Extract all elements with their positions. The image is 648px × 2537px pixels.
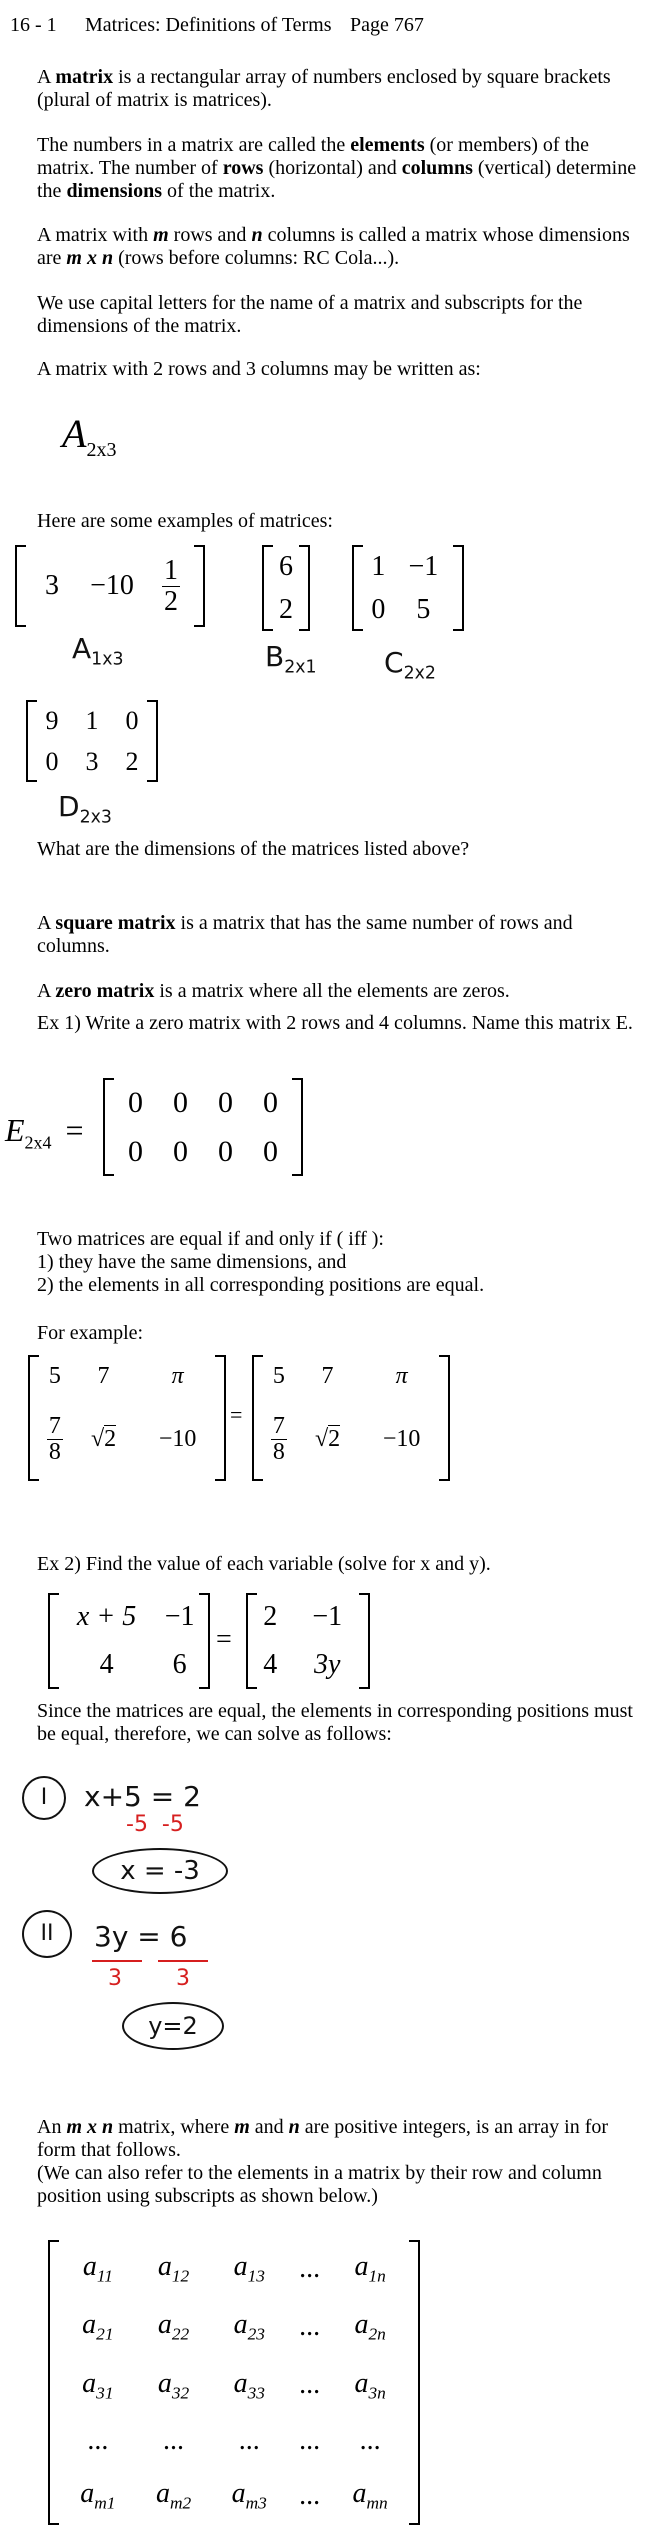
ellipsis: ... [87,2424,109,2456]
step-one-circle: I [22,1776,66,1820]
definition-matrix: A matrix is a rectangular array of numbers enclosed by square brackets (plural of matrix is matrices). [37,66,611,111]
label-d-2x3: $D_{2x3}$ [58,790,112,828]
step-one-subtract: -5 -5 [126,1812,184,1837]
matrix-2x3-intro: A matrix with 2 rows and 3 columns may be written as: [37,358,481,380]
element-a11: $a_{11}$ [82,2251,113,2286]
ellipsis: ... [163,2424,185,2456]
ex2-right-matrix [246,1593,370,1689]
element-a31: $a_{31}$ [82,2367,114,2403]
example-1-prompt: Ex 1) Write a zero matrix with 2 rows and 4 columns. Name this matrix E. [37,1012,633,1034]
matrix-b-cell: 2 [279,593,293,625]
definition-zero-matrix: A zero matrix is a matrix where all the elements are zeros. [37,980,510,1002]
zero-cell: 0 [173,1085,188,1119]
example-2-prompt: Ex 2) Find the value of each variable (solve for x and y). [37,1553,491,1575]
matrix-a-cell: 3 [45,570,59,601]
ex2-explanation: Since the matrices are equal, the elements in corresponding positions must be equal, therefore, we can solve as follows: [37,1700,633,1745]
matrix-cell: 4 [99,1649,114,1680]
page-title: Matrices: Definitions of Terms [85,14,332,36]
label-c-2x2: $C_{2x2}$ [384,646,436,684]
general-mxn-definition: An m x n matrix, where m and n are positive integers, is an array in for form that follows. [37,2116,609,2161]
element-a22: $a_{22}$ [157,2309,190,2345]
matrix-d-cell: 1 [85,705,99,735]
matrix-d-cell: 2 [125,746,139,776]
general-mxn-matrix [48,2240,420,2525]
matrix-cell: 4 [263,1649,278,1680]
zero-cell: 0 [128,1085,143,1119]
examples-heading: Here are some examples of matrices: [37,510,333,532]
matrix-c-cell: 5 [416,593,431,625]
zero-cell: 0 [263,1134,278,1168]
a-2x3-label: $A_{2x3}$ [62,411,117,461]
ellipsis: ... [299,2369,321,2401]
element-a13: $a_{13}$ [233,2251,265,2286]
matrix-cell: −1 [312,1601,343,1632]
element-am3: $a_{m3}$ [231,2478,267,2513]
element-a3n: $a_{3n}$ [354,2367,386,2403]
matrix-d-cell: 3 [85,746,99,776]
definition-square-matrix: A square matrix is a matrix that has the same number of rows and columns. [37,912,573,957]
equals-sign: = [230,1402,243,1427]
step-two-circle: II [22,1910,72,1958]
subscript-explanation: (We can also refer to the elements in a matrix by their row and column position using subscripts as shown below.) [37,2162,602,2207]
label-b-2x1: $B_{2x1}$ [265,640,317,678]
matrix-cell-fraction: $\frac{7}{8}$ [48,1413,61,1466]
step-two-divide-line-a [92,1960,142,1962]
zero-matrix-e [103,1078,303,1176]
matrix-cell: 7 [321,1363,334,1390]
example-matrix-c [352,545,464,631]
matrix-b-cell: 6 [279,550,293,582]
matrix-cell-fraction: $\frac{7}{8}$ [272,1413,285,1466]
zero-cell: 0 [128,1134,143,1168]
matrix-cell: −10 [158,1426,197,1453]
ellipsis: ... [299,2424,321,2456]
element-a2n: $a_{2n}$ [354,2309,386,2345]
ellipsis: ... [238,2424,260,2456]
step-two-divide-line-b [158,1960,208,1962]
element-a23: $a_{23}$ [233,2309,265,2345]
definition-elements: The numbers in a matrix are called the elements (or members) of the matrix. The number of rows (horizontal) and columns (vertical) determine the dimensions of the matrix. [37,134,637,202]
matrix-cell: 7 [97,1363,110,1390]
matrix-a-fraction: $\frac{1}{2}$ [164,555,178,617]
matrix-cell: 6 [172,1649,187,1680]
matrix-cell: −10 [382,1426,421,1453]
equality-condition-1: 1) they have the same dimensions, and [37,1251,347,1273]
matrix-d-cell: 9 [45,705,59,735]
matrix-cell: 5 [272,1363,285,1390]
step-two-answer: y=2 [122,2002,224,2050]
element-a32: $a_{32}$ [157,2367,190,2403]
ex2-equals-sign: = [216,1624,232,1655]
example-matrix-a [15,545,205,627]
page-number: Page 767 [350,14,424,36]
zero-cell: 0 [218,1085,233,1119]
element-a1n: $a_{1n}$ [354,2251,386,2286]
element-amn: $a_{mn}$ [352,2478,388,2513]
ellipsis: ... [359,2424,381,2456]
equality-condition-2: 2) the elements in all corresponding positions are equal. [37,1274,485,1296]
page-header [10,14,424,37]
ellipsis: ... [299,2253,321,2285]
definition-mxn: A matrix with m rows and n columns is called a matrix whose dimensions are m x n (rows before columns: RC Cola...). [37,224,630,269]
step-two-divisor-b: 3 [176,1966,190,1991]
equal-matrix-right [252,1355,450,1481]
example-matrix-d [26,700,158,782]
element-a33: $a_{33}$ [233,2367,265,2403]
zero-cell: 0 [263,1085,278,1119]
matrix-cell: x + 5 [76,1601,137,1632]
matrix-cell-sqrt: √2 [314,1426,341,1453]
e-2x4-label: $E_{2x4}$ = [5,1112,84,1153]
element-a12: $a_{12}$ [157,2251,190,2286]
matrix-cell: −1 [164,1601,195,1632]
for-example-label: For example: [37,1322,144,1344]
matrix-cell-pi: π [171,1363,184,1390]
label-a-1x3: $A_{1x3}$ [72,632,124,670]
matrix-c-cell: 1 [371,550,386,582]
matrix-cell: 2 [263,1601,278,1632]
equal-matrix-left [28,1355,226,1481]
matrix-cell: 5 [48,1363,61,1390]
matrix-d-cell: 0 [125,705,139,735]
matrix-cell: 3y [314,1649,341,1680]
equality-rule: Two matrices are equal if and only if ( iff ): [37,1228,384,1250]
ellipsis: ... [299,2479,321,2511]
naming-convention: We use capital letters for the name of a matrix and subscripts for the dimensions of the matrix. [37,292,583,337]
matrix-cell-sqrt: √2 [90,1426,117,1453]
zero-cell: 0 [173,1134,188,1168]
zero-cell: 0 [218,1134,233,1168]
ex2-left-matrix [48,1593,210,1689]
section-number: 16 - 1 [10,14,57,36]
matrix-a-cell: −10 [90,570,134,601]
matrix-c-cell: −1 [408,550,439,582]
step-one-equation: x+5 = 2 [84,1780,201,1813]
dimensions-question: What are the dimensions of the matrices listed above? [37,838,470,860]
step-two-equation: 3y = 6 [94,1920,188,1953]
element-am2: $a_{m2}$ [155,2478,192,2513]
matrix-c-cell: 0 [371,593,386,625]
element-a21: $a_{21}$ [82,2309,114,2345]
matrix-d-cell: 0 [45,746,59,776]
ellipsis: ... [299,2311,321,2343]
matrix-cell-pi: π [395,1363,408,1390]
step-two-divisor-a: 3 [108,1966,122,1991]
example-matrix-b [262,545,310,631]
step-one-answer: x = -3 [92,1848,228,1894]
element-am1: $a_{m1}$ [80,2478,116,2513]
